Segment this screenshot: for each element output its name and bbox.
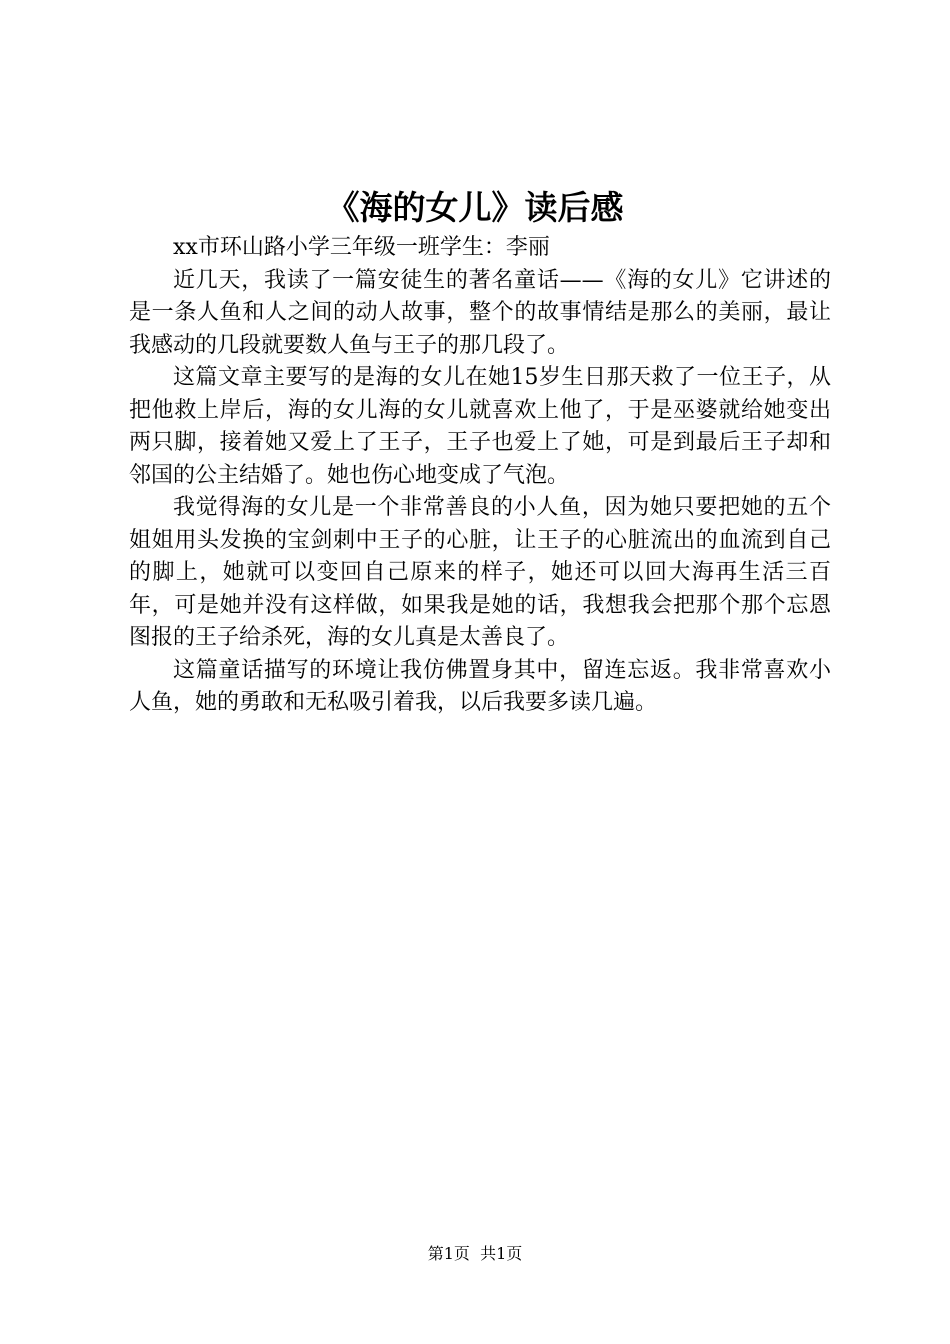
page-total: 共1页 (480, 1244, 523, 1263)
page-number: 第1页 (427, 1244, 470, 1263)
document-title: 《海的女儿》读后感 (326, 188, 624, 227)
paragraph-3: 我觉得海的女儿是一个非常善良的小人鱼，因为她只要把她的五个姐姐用头发换的宝剑刺中王子的心脏，让王子的心脏流出的血流到自己的脚上，她就可以变回自己原来的样子，她还可以回大海再生活三百年，可是她并没有这样做，如果我是她的话，我想我会把那个那个忘恩图报的王子给杀死，海的女儿真是太善良了。 (129, 495, 831, 650)
author-line: xx市环山路小学三年级一班学生：李丽 (173, 235, 550, 260)
paragraph-1: 近几天，我读了一篇安徒生的著名童话——《海的女儿》它讲述的是一条人鱼和人之间的动人故事，整个的故事情结是那么的美丽，最让我感动的几段就要数人鱼与王子的那几段了。 (129, 267, 831, 358)
document-body (129, 232, 831, 720)
paragraph-2: 这篇文章主要写的是海的女儿在她15岁生日那天救了一位王子，从把他救上岸后，海的女儿海的女儿就喜欢上他了，于是巫婆就给她变出两只脚，接着她又爱上了王子，王子也爱上了她，可是到最后王子却和邻国的公主结婚了。她也伤心地变成了气泡。 (129, 365, 831, 488)
paragraph-4: 这篇童话描写的环境让我仿佛置身其中，留连忘返。我非常喜欢小人鱼，她的勇敢和无私吸引着我，以后我要多读几遍。 (129, 657, 831, 715)
page-footer (0, 1243, 950, 1265)
